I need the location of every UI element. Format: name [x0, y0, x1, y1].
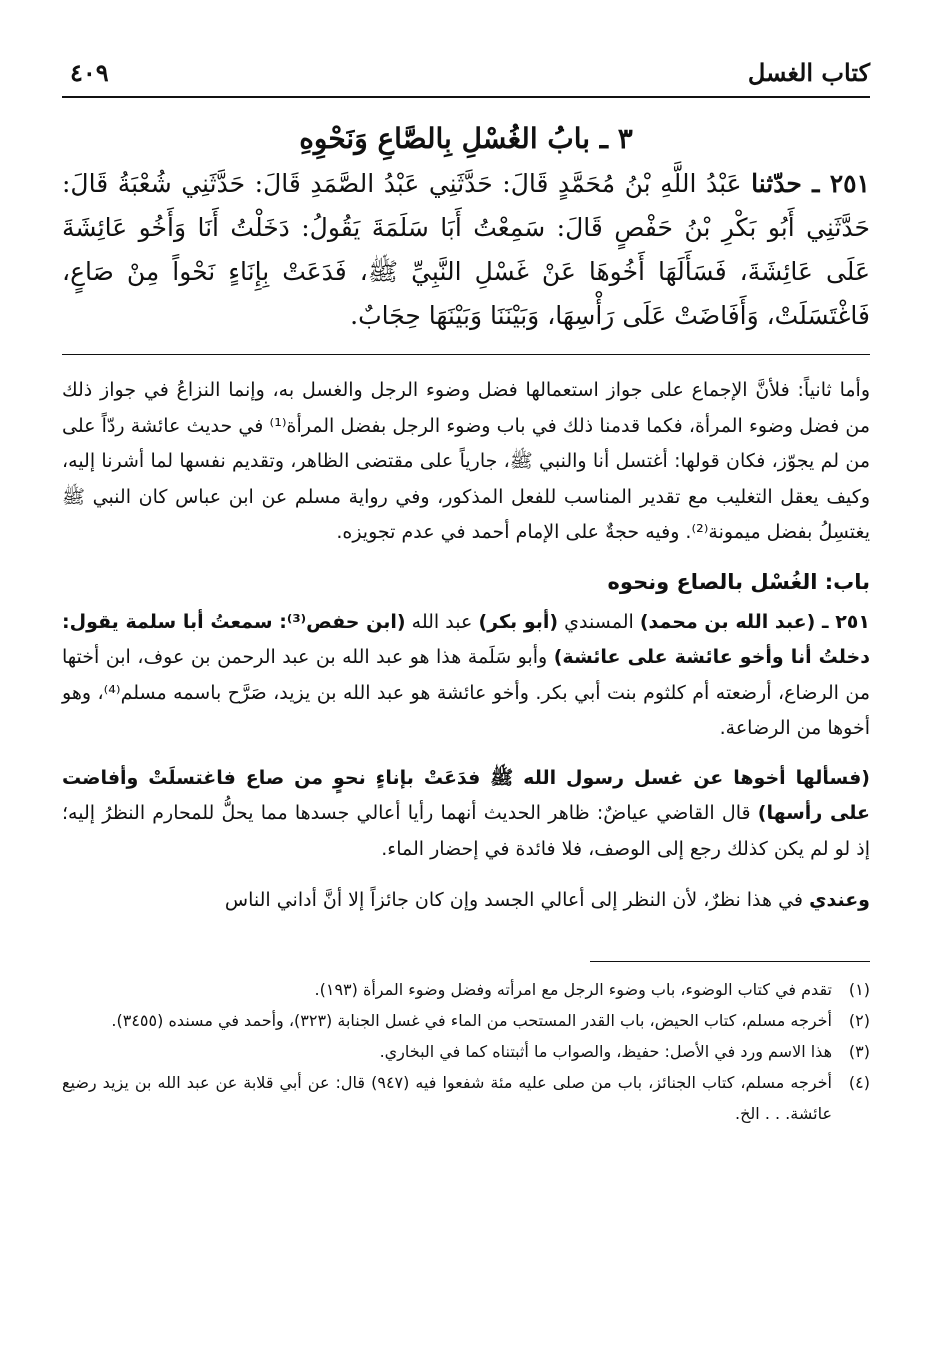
footnote-number: (٢): [848, 1010, 870, 1030]
footnote: [62, 1067, 870, 1129]
footnote-number: (١): [848, 979, 870, 999]
footnote: [62, 974, 870, 1005]
text-commentary-divider: [62, 354, 870, 355]
footnote-text: أخرجه مسلم، كتاب الحيض، باب القدر المستحب من الماء في غسل الجنابة (٣٢٣)، وأحمد في مسنده (٣٤٥٥).: [111, 1010, 832, 1030]
commentary-paragraph: (فسألها أخوها عن غسل رسول الله ﷺ فدَعَتْ بإناءٍ نحوٍ من صاع فاغتسلَتْ وأفاضت على رأسها) قال القاضي عياضٌ: ظاهر الحديث أنهما رأيا أعالي جسدها مما يحلُّ للمحارم النظرُ إليه؛ إذ لو لم يكن كذلك رجع إلى الوصف، فلا فائدة في إحضار الماء.: [62, 766, 870, 860]
hadith-body: عَبْدُ اللَّهِ بْنُ مُحَمَّدٍ قَالَ: حَدَّثَنِي عَبْدُ الصَّمَدِ قَالَ: حَدَّثَنِي شُعْبَةُ قَالَ: حَدَّثَنِي أَبُو بَكْرِ بْنُ حَفْصٍ قَالَ: سَمِعْتُ أَبَا سَلَمَةَ يَقُولُ: دَخَلْتُ أَنَا وَأَخُو عَائِشَةَ عَلَى عَائِشَةَ، فَسَأَلَهَا أَخُوهَا عَنْ غَسْلِ النَّبِيِّ ﷺ، فَدَعَتْ بِإِنَاءٍ نَحْواً مِنْ صَاعٍ، فَاغْتَسَلَتْ، وَأَفَاضَتْ عَلَى رَأْسِهَا، وَبَيْنَنَا وَبَيْنَهَا حِجَابٌ.: [62, 169, 870, 330]
footnote-number: (٣): [848, 1041, 870, 1061]
chapter-title: ٣ ـ بابُ الغُسْلِ بِالصَّاعِ وَنَحْوِهِ: [299, 122, 633, 155]
running-header: [62, 52, 870, 98]
running-title: كتاب الغسل: [747, 58, 870, 87]
commentary-paragraph: ٢٥١ ـ (عبد الله بن محمد) المسندي (أبو بكر) عبد الله (ابن حفص⁽³⁾: سمعتُ أبا سلمة يقول: دخلتُ أنا وأخو عائشة على عائشة) وأبو سَلَمة هذا هو عبد الله بن عبد الرحمن بن عوف، ابن أختها من الرضاع، أرضعته أم كلثوم بنت أبي بكر. وأخو عائشة هو عبد الله بن يزيد، صَرَّح باسمه مسلم⁽⁴⁾، وهو أخوها من الرضاعة.: [62, 610, 871, 739]
hadith-number: ٢٥١ ـ حدّثنا: [751, 169, 870, 198]
footnote-text: تقدم في كتاب الوضوء، باب وضوء الرجل مع امرأته وفضل وضوء المرأة (١٩٣).: [314, 979, 832, 999]
footnote-divider: [590, 961, 870, 962]
commentary-paragraph: وعندي في هذا نظرٌ، لأن النظر إلى أعالي الجسد وإن كان جائزاً إلا أنَّ أداني الناس: [224, 889, 870, 911]
footnote: [62, 1036, 870, 1067]
footnote: [62, 1005, 870, 1036]
footnote-text: أخرجه مسلم، كتاب الجنائز، باب من صلى عليه مئة شفعوا فيه (٩٤٧) قال: عن أبي قلابة عن عبد الله بن يزيد رضيع عائشة. . . الخ.: [62, 1072, 832, 1123]
commentary: [62, 373, 870, 919]
hadith-text: [62, 162, 870, 338]
section-heading: باب: الغُسْل بالصاع ونحوه: [607, 569, 870, 594]
page-number: ٤٠٩: [70, 58, 109, 87]
footnote-number: (٤): [848, 1072, 870, 1092]
commentary-paragraph: وأما ثانياً: فلأنَّ الإجماع على جواز استعمالها فضل وضوء الرجل والغسل به، وإنما النزاعُ في جواز ذلك من فضل وضوء المرأة، فكما قدمنا ذلك في باب وضوء الرجل بفضل المرأة⁽¹⁾ في حديث عائشة ردّاً على من لم يجوّز، فكان قولها: أغتسل أنا والنبي ﷺ، جارياً على مقتضى الظاهر، وتقديم نفسها لما أشرنا إليه، وكيف يعقل التغليب مع تقدير المناسب للفعل المذكور، وفي رواية مسلم عن ابن عباس كان النبي ﷺ يغتسِلُ بفضل ميمونة⁽²⁾. وفيه حجةٌ على الإمام أحمد في عدم تجويزه.: [62, 379, 871, 543]
footnotes: [62, 974, 870, 1129]
footnote-text: هذا الاسم ورد في الأصل: حفيظ، والصواب ما أثبتناه كما في البخاري.: [379, 1041, 832, 1061]
book-page: [62, 52, 870, 1129]
